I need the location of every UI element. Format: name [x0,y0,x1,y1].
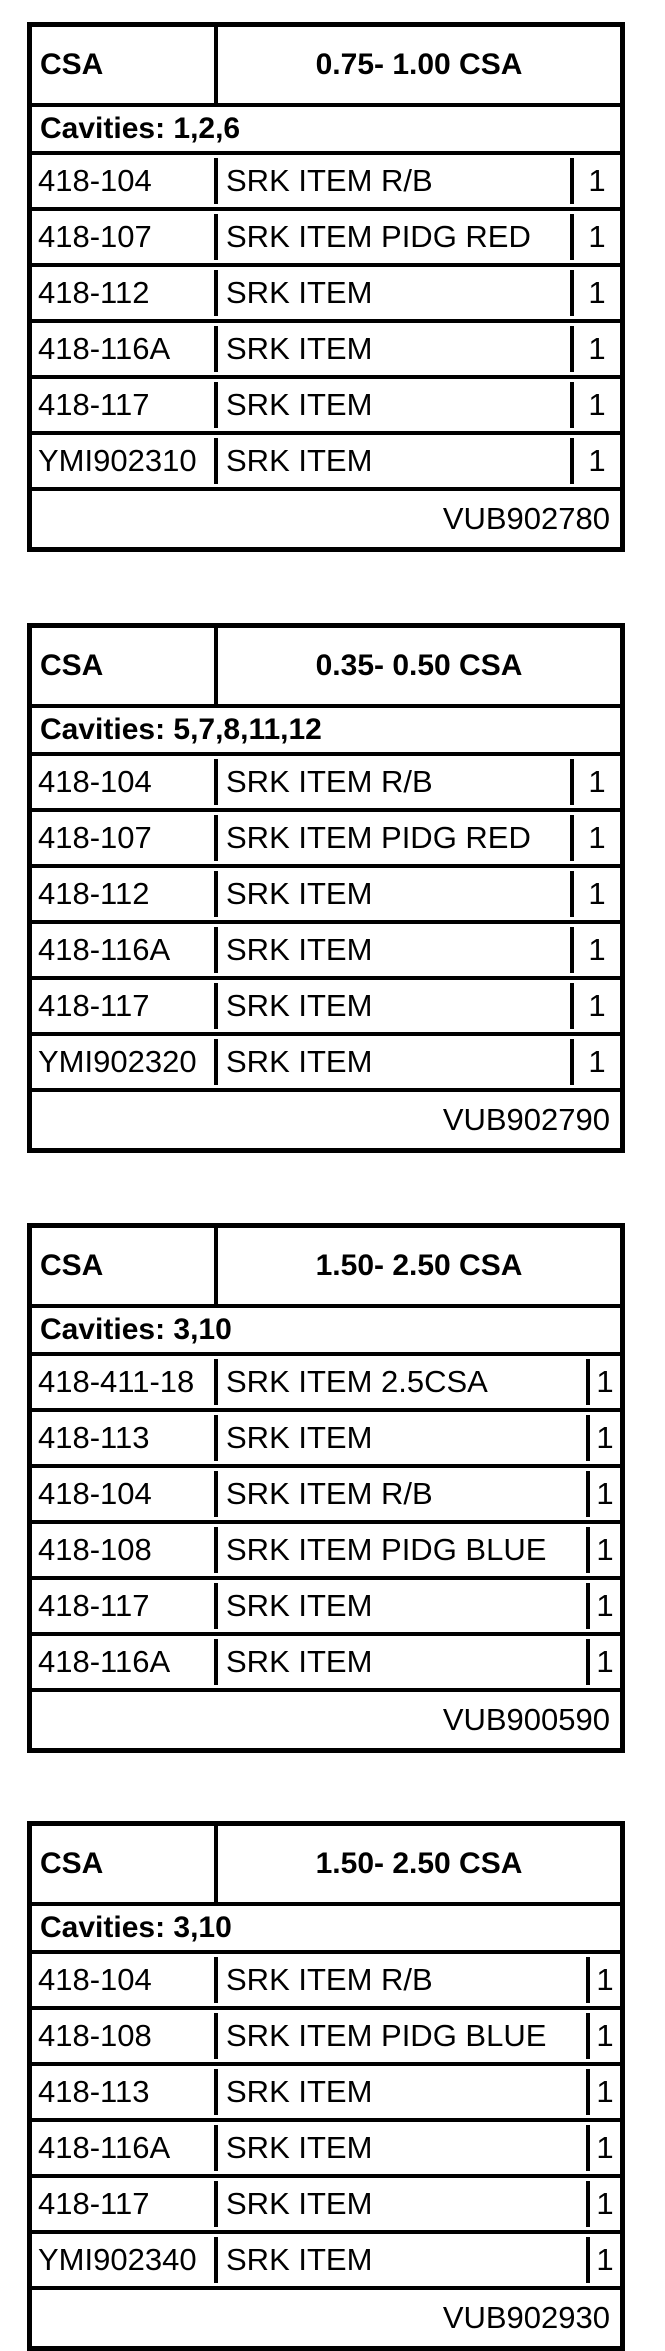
table-row [32,1356,620,1412]
part-description: SRK ITEM [218,2181,590,2227]
quantity: 1 [596,2130,614,2165]
quantity: 1 [596,1962,614,1997]
quantity: 1 [596,2242,614,2277]
quantity: 1 [596,2074,614,2109]
part-description: SRK ITEM PIDG RED [218,214,574,260]
part-number: YMI902310 [32,438,218,484]
part-number: 418-104 [32,1957,218,2003]
table-row [32,1954,620,2010]
table-header-row [32,1228,620,1308]
part-number: 418-116A [32,927,218,973]
table-row [32,1036,620,1092]
part-number: 418-116A [32,326,218,372]
part-description: SRK ITEM [218,871,574,917]
part-description: SRK ITEM [218,382,574,428]
cavities-row: Cavities: 3,10 [32,1308,620,1356]
part-description: SRK ITEM [218,1583,590,1629]
quantity: 1 [596,1644,614,1679]
quantity: 1 [596,1364,614,1399]
part-description: SRK ITEM [218,2125,590,2171]
quantity: 1 [588,932,606,967]
kit-number: VUB902780 [442,501,610,536]
table-header-row [32,628,620,708]
csa-label: CSA [32,27,218,103]
table-row [32,1636,620,1692]
table-row [32,980,620,1036]
part-description: SRK ITEM R/B [218,158,574,204]
quantity: 1 [588,275,606,310]
kit-number: VUB902930 [442,2300,610,2335]
part-description: SRK ITEM [218,1039,574,1085]
table-row [32,2010,620,2066]
csa-range: 1.50- 2.50 CSA [315,1249,523,1282]
part-number: 418-116A [32,1639,218,1685]
quantity: 1 [588,764,606,799]
part-number: 418-113 [32,2069,218,2115]
part-description: SRK ITEM PIDG BLUE [218,2013,590,2059]
quantity: 1 [588,876,606,911]
table-row [32,1580,620,1636]
quantity: 1 [588,387,606,422]
kit-number: VUB900590 [442,1702,610,1737]
table-header-row [32,27,620,107]
kit-table-3 [27,1223,625,1753]
csa-range: 0.35- 0.50 CSA [315,649,523,682]
quantity: 1 [588,163,606,198]
quantity: 1 [596,2186,614,2221]
part-number: 418-117 [32,2181,218,2227]
part-number: 418-117 [32,983,218,1029]
table-row [32,868,620,924]
part-number: 418-113 [32,1415,218,1461]
part-number: 418-411-18 [32,1359,218,1405]
table-row [32,155,620,211]
quantity: 1 [596,1532,614,1567]
cavities-row: Cavities: 1,2,6 [32,107,620,155]
table-row [32,435,620,491]
quantity: 1 [588,820,606,855]
part-description: SRK ITEM R/B [218,1471,590,1517]
part-description: SRK ITEM [218,1639,590,1685]
table-row [32,924,620,980]
quantity: 1 [596,2018,614,2053]
table-row [32,1412,620,1468]
table-row [32,1468,620,1524]
quantity: 1 [588,219,606,254]
table-row [32,1524,620,1580]
part-description: SRK ITEM R/B [218,1957,590,2003]
csa-label: CSA [32,1228,218,1304]
part-number: 418-112 [32,270,218,316]
part-number: 418-116A [32,2125,218,2171]
quantity: 1 [596,1476,614,1511]
part-number: 418-108 [32,2013,218,2059]
part-number: YMI902320 [32,1039,218,1085]
kit-number: VUB902790 [442,1102,610,1137]
csa-range: 1.50- 2.50 CSA [315,1847,523,1880]
quantity: 1 [588,331,606,366]
part-number: 418-117 [32,1583,218,1629]
part-description: SRK ITEM [218,270,574,316]
csa-range: 0.75- 1.00 CSA [315,48,523,81]
kit-table-4 [27,1821,625,2351]
part-description: SRK ITEM [218,326,574,372]
quantity: 1 [596,1420,614,1455]
part-number: 418-107 [32,214,218,260]
csa-label: CSA [32,628,218,704]
table-row [32,2066,620,2122]
part-description: SRK ITEM 2.5CSA [218,1359,590,1405]
table-row [32,211,620,267]
part-description: SRK ITEM [218,438,574,484]
table-row [32,2178,620,2234]
part-description: SRK ITEM PIDG RED [218,815,574,861]
kit-table-1 [27,22,625,552]
quantity: 1 [588,988,606,1023]
table-row [32,2234,620,2290]
table-row [32,756,620,812]
table-row [32,267,620,323]
part-number: 418-104 [32,1471,218,1517]
part-description: SRK ITEM [218,1415,590,1461]
table-row [32,323,620,379]
part-description: SRK ITEM [218,2069,590,2115]
part-number: 418-104 [32,158,218,204]
part-number: 418-117 [32,382,218,428]
part-number: 418-108 [32,1527,218,1573]
part-description: SRK ITEM PIDG BLUE [218,1527,590,1573]
table-row [32,379,620,435]
part-number: 418-112 [32,871,218,917]
cavities-row: Cavities: 3,10 [32,1906,620,1954]
csa-label: CSA [32,1826,218,1902]
part-description: SRK ITEM R/B [218,759,574,805]
part-number: 418-107 [32,815,218,861]
part-number: YMI902340 [32,2237,218,2283]
table-row [32,812,620,868]
kit-table-2 [27,623,625,1153]
quantity: 1 [588,443,606,478]
part-description: SRK ITEM [218,983,574,1029]
table-row [32,2122,620,2178]
part-number: 418-104 [32,759,218,805]
cavities-row: Cavities: 5,7,8,11,12 [32,708,620,756]
quantity: 1 [588,1044,606,1079]
part-description: SRK ITEM [218,2237,590,2283]
part-description: SRK ITEM [218,927,574,973]
table-header-row [32,1826,620,1906]
quantity: 1 [596,1588,614,1623]
